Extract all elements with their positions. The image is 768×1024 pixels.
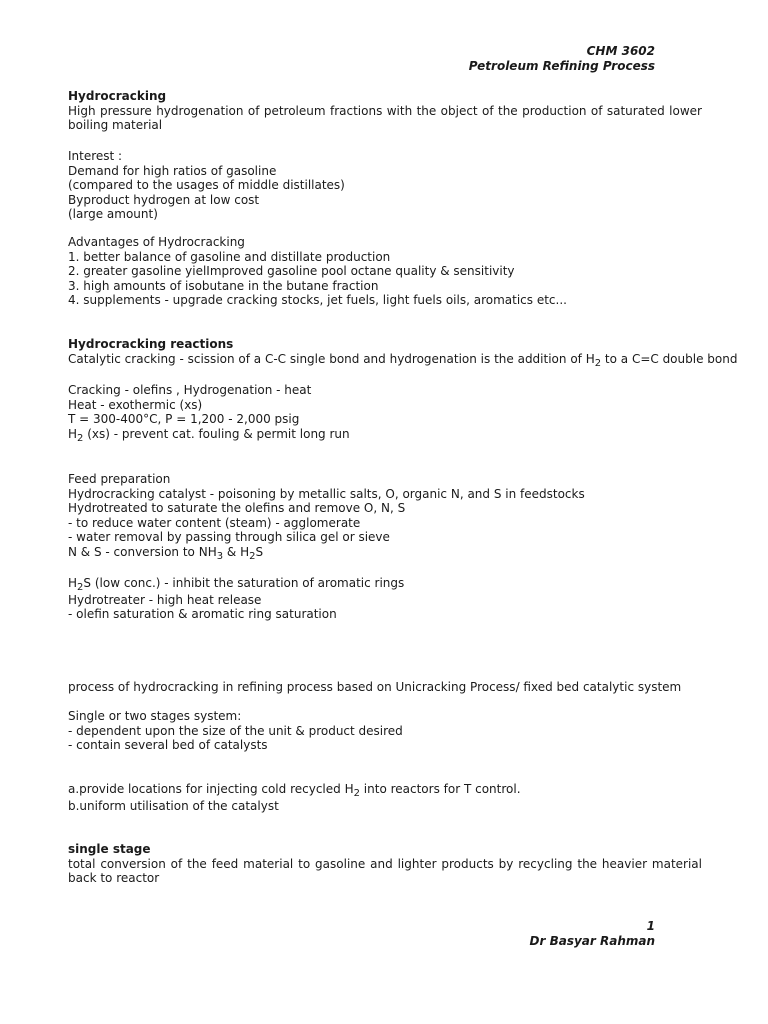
interest-line: (compared to the usages of middle distillates): [68, 178, 345, 193]
definition-text: High pressure hydrogenation of petroleum fractions with the object of the production of saturated lower boiling material: [68, 103, 702, 133]
reaction-definition: Catalytic cracking - scission of a C-C single bond and hydrogenation is the addition of $H_2$ to a C=C double bond: [68, 351, 738, 369]
interest-line: (large amount): [68, 207, 158, 222]
stages-section: [68, 709, 702, 753]
note-line: a.provide locations for injecting cold recycled $H_2$ into reactors for T control.: [68, 782, 521, 799]
interest-line: Demand for high ratios of gasoline: [68, 163, 277, 178]
process-section: [68, 680, 702, 695]
h2s-line: $H_2S$ (low conc.) - inhibit the saturation of aromatic rings: [68, 576, 405, 593]
intro-section: [68, 89, 702, 133]
h2s-line: - olefin saturation & aromatic ring saturation: [68, 607, 337, 622]
reactions-section: [68, 337, 738, 369]
stages-line: - dependent upon the size of the unit & product desired: [68, 723, 403, 738]
single-stage-section: [68, 842, 702, 886]
feed-line: Hydrotreated to saturate the olefins and remove O, N, S: [68, 501, 406, 516]
feed-title: Feed preparation: [68, 472, 171, 486]
course-code: CHM 3602: [586, 44, 655, 58]
section-heading: Hydrocracking: [68, 89, 167, 103]
course-title: Petroleum Refining Process: [468, 59, 655, 73]
conditions-section: [68, 383, 702, 444]
author-name: Dr Basyar Rahman: [529, 934, 655, 948]
single-stage-text: total conversion of the feed material to gasoline and lighter products by recycling the heavier material back to reactor: [68, 856, 702, 886]
section-heading: Hydrocracking reactions: [68, 337, 234, 351]
feed-section: [68, 472, 702, 560]
condition-line: T = 300-400°C, P = 1,200 - 2,000 psig: [68, 412, 300, 427]
page-number: 1: [646, 919, 655, 933]
section-heading: single stage: [68, 842, 151, 856]
feed-line: N & S - conversion to $NH_3$ & $H_2S$: [68, 544, 264, 562]
process-line: process of hydrocracking in refining process based on Unicracking Process/ fixed bed catalytic system: [68, 680, 682, 694]
condition-line: $H_2$ (xs) - prevent cat. fouling & permit long run: [68, 426, 350, 444]
condition-line: Heat - exothermic (xs): [68, 397, 203, 412]
note-line: b.uniform utilisation of the catalyst: [68, 798, 279, 813]
feed-line: - water removal by passing through silica gel or sieve: [68, 530, 390, 545]
notes-section: [68, 782, 702, 813]
advantages-title: Advantages of Hydrocracking: [68, 235, 245, 249]
h2s-line: Hydrotreater - high heat release: [68, 592, 262, 607]
advantage-item: 3. high amounts of isobutane in the butane fraction: [68, 278, 379, 293]
advantage-item: 4. supplements - upgrade cracking stocks, jet fuels, light fuels oils, aromatics etc...: [68, 293, 567, 308]
feed-line: - to reduce water content (steam) - agglomerate: [68, 515, 361, 530]
stages-title: Single or two stages system:: [68, 709, 242, 723]
feed-line: Hydrocracking catalyst - poisoning by metallic salts, O, organic N, and S in feedstocks: [68, 486, 585, 501]
interest-title: Interest :: [68, 149, 123, 163]
advantages-section: [68, 235, 702, 308]
h2s-section: [68, 576, 702, 622]
condition-line: Cracking - olefins , Hydrogenation - heat: [68, 383, 312, 397]
stages-line: - contain several bed of catalysts: [68, 738, 268, 753]
interest-line: Byproduct hydrogen at low cost: [68, 192, 260, 207]
advantage-item: 1. better balance of gasoline and distillate production: [68, 249, 391, 264]
interest-section: [68, 149, 702, 222]
advantage-item: 2. greater gasoline yielImproved gasoline pool octane quality & sensitivity: [68, 264, 515, 279]
